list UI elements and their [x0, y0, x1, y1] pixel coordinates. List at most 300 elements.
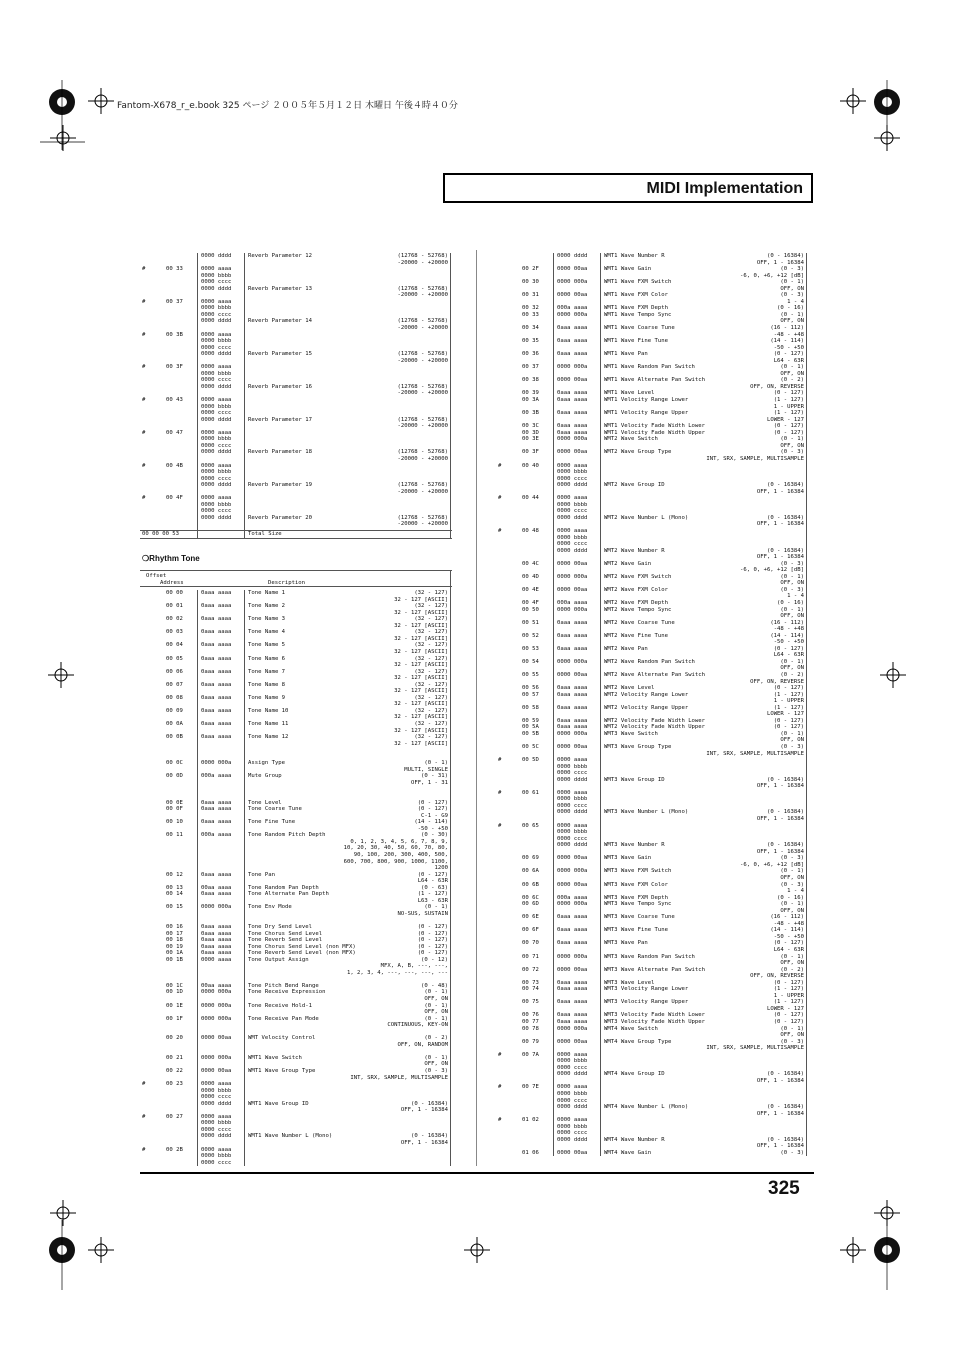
row-value: OFF, 1 - 16384 [756, 1110, 804, 1117]
row-value: OFF, 1 - 16384 [756, 259, 804, 266]
reverb-parameter-table [140, 253, 452, 539]
row-data-bits: 0000 bbbb [557, 501, 588, 508]
row-offset: 00 73 [522, 979, 539, 986]
row-data-bits: 0000 000a [201, 1015, 232, 1022]
row-value: (0 - 2) [424, 1035, 448, 1042]
row-description: WMT3 Velocity Range Lower [604, 986, 689, 993]
row-data-bits: 0000 aaaa [201, 956, 232, 963]
row-value: OFF, ON [780, 874, 804, 881]
row-value: (32 - 127) [414, 616, 448, 623]
row-value: -20000 - +20000 [397, 455, 448, 462]
row-value: (0 - 3) [780, 586, 804, 593]
row-flag: # [498, 527, 502, 534]
row-value: (0 - 3) [780, 449, 804, 456]
row-offset: 00 07 [166, 681, 183, 688]
row-offset: 00 4E [522, 586, 539, 593]
row-value: (0 - 127) [773, 724, 804, 731]
row-offset: 00 61 [522, 789, 539, 796]
row-description: Tone Pitch Bend Range [248, 982, 319, 989]
row-description: WMT3 Wave Fine Tune [604, 927, 668, 934]
row-offset: 00 48 [522, 527, 539, 534]
row-offset: 00 1B [166, 956, 183, 963]
row-value: OFF, 1 - 16384 [756, 848, 804, 855]
row-description: Tone Receive Expression [248, 989, 326, 996]
row-description: Assign Type [248, 760, 286, 767]
row-value: (1 - 127) [417, 891, 448, 898]
row-value: (0 - 3) [780, 855, 804, 862]
row-data-bits: 0000 00aa [557, 1149, 588, 1156]
row-value: (0 - 16384) [410, 1100, 448, 1107]
row-offset: 00 04 [166, 642, 183, 649]
row-data-bits: 0000 aaaa [201, 331, 232, 338]
section-heading-rhythm-tone: ❍Rhythm Tone [142, 554, 200, 563]
row-description: Tone Fine Tune [248, 819, 296, 826]
row-data-bits: 0aaa aaaa [557, 351, 588, 358]
row-description: Tone Alternate Pan Depth [248, 891, 329, 898]
row-offset: 00 6E [522, 914, 539, 921]
row-value: 1200 [434, 865, 448, 872]
row-value: (16 - 112) [770, 325, 804, 332]
row-offset: 00 4F [166, 495, 183, 502]
row-data-bits: 0aaa aaaa [201, 943, 232, 950]
row-flag: # [142, 495, 146, 502]
row-value: (0 - 1) [780, 573, 804, 580]
row-data-bits: 0000 aaaa [557, 527, 588, 534]
row-description: WMT4 Wave Group ID [604, 1071, 665, 1078]
row-value: (12768 - 52768) [397, 514, 448, 521]
row-value: (14 - 114) [770, 927, 804, 934]
row-data-bits: 0000 00aa [557, 1038, 588, 1045]
row-data-bits: 0000 bbbb [201, 1153, 232, 1160]
row-data-bits: 0aaa aaaa [201, 694, 232, 701]
row-value: (0 - 1) [780, 953, 804, 960]
row-description: WMT1 Wave Random Pan Switch [604, 364, 695, 371]
row-description: Tone Name 2 [248, 603, 286, 610]
row-offset: 00 4B [166, 462, 183, 469]
row-data-bits: 0000 dddd [557, 842, 588, 849]
page-number: 325 [768, 1178, 800, 1199]
row-data-bits: 0000 000a [201, 904, 232, 911]
row-value: (0 - 2) [780, 377, 804, 384]
row-value: OFF, ON [780, 613, 804, 620]
row-data-bits: 0000 cccc [557, 1097, 588, 1104]
row-description: Tone Random Pan Depth [248, 884, 319, 891]
row-data-bits: 000a aaaa [557, 894, 588, 901]
row-data-bits: 0000 000a [557, 364, 588, 371]
row-data-bits: 0aaa aaaa [201, 937, 232, 944]
total-size-label: Total Size [248, 530, 282, 537]
row-data-bits: 0000 cccc [201, 311, 232, 318]
row-data-bits: 0000 dddd [201, 416, 232, 423]
row-flag: # [498, 757, 502, 764]
row-value: (0 - 127) [417, 806, 448, 813]
row-data-bits: 0aaa aaaa [201, 930, 232, 937]
row-flag: # [142, 462, 146, 469]
row-data-bits: 0000 dddd [201, 449, 232, 456]
row-offset: 00 38 [522, 377, 539, 384]
row-value: 1 - 4 [787, 888, 804, 895]
row-data-bits: 0000 dddd [557, 253, 588, 259]
row-description: WMT3 Wave Coarse Tune [604, 914, 675, 921]
row-offset: 00 78 [522, 1025, 539, 1032]
table-row [140, 1160, 452, 1167]
row-data-bits: 0000 dddd [201, 253, 232, 259]
row-value: (0 - 1) [424, 1015, 448, 1022]
crosshair-mark [840, 88, 866, 114]
row-description: WMT1 Wave Switch [248, 1054, 302, 1061]
row-value: (0 - 127) [773, 429, 804, 436]
row-data-bits: 0000 aaaa [557, 1084, 588, 1091]
row-data-bits: 0aaa aaaa [201, 923, 232, 930]
row-offset: 00 21 [166, 1054, 183, 1061]
row-offset: 00 37 [522, 364, 539, 371]
row-value: -6, 0, +6, +12 [dB] [740, 861, 804, 868]
row-offset: 00 00 [166, 590, 183, 597]
crosshair-mark [880, 662, 906, 688]
row-data-bits: 0aaa aaaa [557, 619, 588, 626]
row-value: OFF, ON, RANDOM [397, 1041, 448, 1048]
row-description: WMT4 Wave Group Type [604, 1038, 672, 1045]
row-value: (12768 - 52768) [397, 351, 448, 358]
row-description: WMT2 Wave Tempo Sync [604, 606, 672, 613]
row-value: OFF, ON [780, 665, 804, 672]
row-value: (0 - 16384) [766, 1136, 804, 1143]
row-value: 32 - 127 [ASCII] [394, 740, 448, 747]
row-description: Tone Receive Pan Mode [248, 1015, 319, 1022]
row-data-bits: 0000 00aa [557, 449, 588, 456]
row-description: WMT3 Wave Number R [604, 842, 665, 849]
row-offset: 00 6A [522, 868, 539, 875]
row-flag: # [142, 364, 146, 371]
row-value: (0 - 127) [773, 1012, 804, 1019]
row-data-bits: 000a aaaa [557, 305, 588, 312]
row-value: (0 - 1) [780, 1025, 804, 1032]
row-value: (0 - 31) [421, 773, 448, 780]
row-offset: 00 75 [522, 999, 539, 1006]
row-offset: 00 58 [522, 704, 539, 711]
row-description: WMT1 Wave FXM Switch [604, 279, 672, 286]
row-offset: 00 0C [166, 760, 183, 767]
row-data-bits: 0aaa aaaa [557, 390, 588, 397]
address-label: Address [160, 579, 184, 586]
row-description: Tone Name 11 [248, 721, 289, 728]
offset-label: Offset [146, 573, 167, 579]
row-description: WMT3 Wave FXM Color [604, 881, 668, 888]
row-data-bits: 0000 000a [201, 1054, 232, 1061]
row-value: 32 - 127 [ASCII] [394, 649, 448, 656]
row-data-bits: 0000 cccc [201, 475, 232, 482]
row-data-bits: 0aaa aaaa [557, 423, 588, 430]
row-value: (0 - 127) [773, 717, 804, 724]
row-value: -6, 0, +6, +12 [dB] [740, 272, 804, 279]
row-offset: 00 52 [522, 632, 539, 639]
row-value: (0 - 127) [773, 1018, 804, 1025]
row-value: (0 - 16384) [766, 1104, 804, 1111]
row-offset: 00 30 [522, 279, 539, 286]
table-row [496, 1150, 808, 1157]
row-value: (0 - 127) [773, 940, 804, 947]
row-description: Tone Name 7 [248, 668, 286, 675]
row-description: WMT2 Wave Number L (Mono) [604, 514, 689, 521]
row-value: OFF, 1 - 16384 [756, 783, 804, 790]
row-data-bits: 0000 aaaa [557, 1117, 588, 1124]
row-data-bits: 0000 cccc [557, 802, 588, 809]
row-value: (16 - 112) [770, 914, 804, 921]
row-description: WMT2 Velocity Fade Width Lower [604, 717, 706, 724]
row-value: (0 - 12) [421, 956, 448, 963]
row-data-bits: 0aaa aaaa [201, 799, 232, 806]
row-value: 1 - 4 [787, 298, 804, 305]
row-value: OFF, 1 - 16384 [756, 816, 804, 823]
row-description: Mute Group [248, 773, 282, 780]
row-data-bits: 0000 cccc [557, 835, 588, 842]
row-flag: # [498, 462, 502, 469]
row-value: 90, 100, 200, 300, 400, 500, [353, 851, 448, 858]
row-data-bits: 0000 aaaa [557, 462, 588, 469]
row-value: 1, 2, 3, 4, ---, ---, ---, --- [346, 969, 448, 976]
row-offset: 00 05 [166, 655, 183, 662]
row-description: WMT1 Wave Group Type [248, 1068, 316, 1075]
row-offset: 00 14 [166, 891, 183, 898]
row-description: WMT3 Wave Random Pan Switch [604, 953, 695, 960]
row-value: 32 - 127 [ASCII] [394, 635, 448, 642]
row-value: (12768 - 52768) [397, 383, 448, 390]
row-description: Tone Name 4 [248, 629, 286, 636]
row-value: LOWER - 127 [766, 711, 804, 718]
row-value: (1 - 127) [773, 704, 804, 711]
row-data-bits: 0000 000a [201, 989, 232, 996]
row-value: L64 - 63R [773, 357, 804, 364]
row-value: (0 - 127) [417, 937, 448, 944]
row-description: WMT1 Velocity Fade Width Lower [604, 423, 706, 430]
row-description: Tone Name 1 [248, 590, 286, 597]
row-description: WMT2 Velocity Fade Width Upper [604, 724, 706, 731]
row-data-bits: 0000 000a [201, 1002, 232, 1009]
row-offset: 00 70 [522, 940, 539, 947]
registration-mark-bottom-right [860, 1220, 920, 1290]
row-description: WMT1 Wave Level [604, 390, 655, 397]
row-value: 32 - 127 [ASCII] [394, 662, 448, 669]
row-data-bits: 0000 bbbb [557, 796, 588, 803]
row-description: Tone Pan [248, 871, 275, 878]
row-description: Tone Name 6 [248, 655, 286, 662]
row-offset: 00 72 [522, 966, 539, 973]
row-data-bits: 0000 aaaa [201, 1113, 232, 1120]
row-value: INT, SRX, SAMPLE, MULTISAMPLE [706, 455, 804, 462]
row-offset: 00 51 [522, 619, 539, 626]
row-value: (0 - 1) [780, 436, 804, 443]
row-value: (0 - 1) [424, 1002, 448, 1009]
row-value: (0 - 16384) [410, 1133, 448, 1140]
row-value: OFF, 1 - 16384 [756, 488, 804, 495]
row-value: (0 - 127) [417, 950, 448, 957]
row-data-bits: 0000 bbbb [201, 501, 232, 508]
row-value: (0 - 16384) [766, 1071, 804, 1078]
row-data-bits: 0aaa aaaa [557, 325, 588, 332]
row-data-bits: 0aaa aaaa [201, 819, 232, 826]
row-data-bits: 0000 00aa [557, 560, 588, 567]
row-flag: # [142, 331, 146, 338]
row-value: -20000 - +20000 [397, 521, 448, 528]
row-value: 32 - 127 [ASCII] [394, 622, 448, 629]
row-value: (12768 - 52768) [397, 318, 448, 325]
row-value: (0 - 30) [421, 832, 448, 839]
row-description: Tone Env Mode [248, 904, 292, 911]
row-value: (0 - 1) [780, 868, 804, 875]
row-data-bits: 0000 000a [557, 953, 588, 960]
row-description: Reverb Parameter 12 [248, 253, 312, 259]
row-value: (0 - 1) [780, 364, 804, 371]
row-data-bits: 0aaa aaaa [557, 940, 588, 947]
row-offset: 01 06 [522, 1149, 539, 1156]
row-data-bits: 0000 000a [557, 436, 588, 443]
row-description: WMT4 Wave Number L (Mono) [604, 1104, 689, 1111]
row-offset: 00 4D [522, 573, 539, 580]
row-data-bits: 0aaa aaaa [557, 717, 588, 724]
row-offset: 00 3B [522, 410, 539, 417]
row-value: -48 - +48 [773, 331, 804, 338]
row-offset: 00 03 [166, 629, 183, 636]
row-description: WMT3 Wave Level [604, 979, 655, 986]
row-offset: 00 1F [166, 1015, 183, 1022]
row-flag: # [498, 1117, 502, 1124]
row-description: Reverb Parameter 14 [248, 318, 312, 325]
row-value: (0 - 16) [777, 894, 804, 901]
row-value: -50 - +50 [417, 825, 448, 832]
row-value: OFF, ON, REVERSE [750, 973, 804, 980]
row-description: WMT2 Wave Level [604, 685, 655, 692]
row-data-bits: 0000 aaaa [201, 462, 232, 469]
row-data-bits: 0000 bbbb [201, 403, 232, 410]
row-data-bits: 0000 000a [557, 573, 588, 580]
row-description: Reverb Parameter 19 [248, 482, 312, 489]
row-value: -50 - +50 [773, 344, 804, 351]
row-data-bits: 0000 cccc [557, 1130, 588, 1137]
row-data-bits: 0000 cccc [557, 508, 588, 515]
chapter-title-box [443, 173, 813, 203]
row-offset: 00 02 [166, 616, 183, 623]
row-offset: 00 3E [522, 436, 539, 443]
row-value: OFF, ON [780, 1032, 804, 1039]
row-offset: 00 3F [166, 364, 183, 371]
row-data-bits: 0000 dddd [201, 285, 232, 292]
row-value: OFF, ON [780, 285, 804, 292]
row-offset: 00 35 [522, 338, 539, 345]
row-data-bits: 0000 bbbb [201, 338, 232, 345]
row-data-bits: 0000 bbbb [201, 436, 232, 443]
row-data-bits: 0000 aaaa [201, 397, 232, 404]
row-value: OFF, ON, REVERSE [750, 678, 804, 685]
row-value: (32 - 127) [414, 734, 448, 741]
row-offset: 00 79 [522, 1038, 539, 1045]
row-data-bits: 0000 bbbb [557, 469, 588, 476]
row-value: OFF, ON, REVERSE [750, 383, 804, 390]
row-data-bits: 0000 cccc [201, 279, 232, 286]
row-value: OFF, 1 - 16384 [756, 1077, 804, 1084]
row-data-bits: 0aaa aaaa [557, 1012, 588, 1019]
row-data-bits: 0000 bbbb [201, 272, 232, 279]
row-value: INT, SRX, SAMPLE, MULTISAMPLE [350, 1074, 448, 1081]
row-data-bits: 0000 aaaa [201, 1146, 232, 1153]
row-description: WMT2 Wave Coarse Tune [604, 619, 675, 626]
row-data-bits: 0000 bbbb [557, 1091, 588, 1097]
row-value: (32 - 127) [414, 590, 448, 597]
row-data-bits: 0000 dddd [201, 1100, 232, 1107]
row-data-bits: 0aaa aaaa [557, 724, 588, 731]
row-description: WMT1 Wave Fine Tune [604, 338, 668, 345]
row-data-bits: 0000 dddd [557, 1136, 588, 1143]
row-description: Tone Name 9 [248, 694, 286, 701]
row-offset: 00 18 [166, 937, 183, 944]
row-data-bits: 0000 00aa [557, 672, 588, 678]
row-offset: 00 37 [166, 298, 183, 305]
row-value: (0 - 3) [780, 881, 804, 888]
row-offset: 00 56 [522, 685, 539, 692]
crosshair-mark [50, 125, 76, 151]
row-description: Tone Name 8 [248, 681, 286, 688]
row-description: Tone Name 12 [248, 734, 289, 741]
row-data-bits: 0000 00aa [557, 966, 588, 973]
row-description: WMT1 Wave Pan [604, 351, 648, 358]
row-data-bits: 0aaa aaaa [201, 655, 232, 662]
row-data-bits: 0aaa aaaa [201, 721, 232, 728]
row-value: OFF, ON [424, 1009, 448, 1016]
row-value: OFF, ON [780, 960, 804, 967]
row-description: WMT1 Wave FXM Depth [604, 305, 668, 312]
row-data-bits: 0000 00aa [557, 377, 588, 384]
row-value: 1 - UPPER [773, 698, 804, 705]
row-description: WMT3 Wave Group ID [604, 776, 665, 783]
row-data-bits: 0000 dddd [201, 318, 232, 325]
row-offset: 00 4C [522, 560, 539, 567]
row-value: (32 - 127) [414, 721, 448, 728]
chapter-title: MIDI Implementation [646, 180, 803, 197]
row-description: WMT2 Wave FXM Switch [604, 573, 672, 580]
row-data-bits: 0000 000a [557, 868, 588, 875]
row-value: (32 - 127) [414, 603, 448, 610]
row-data-bits: 00aa aaaa [201, 884, 232, 891]
row-value: (0 - 127) [773, 979, 804, 986]
row-value: (0 - 16384) [766, 482, 804, 489]
row-value: MULTI, SINGLE [404, 766, 448, 773]
row-data-bits: 0000 00aa [201, 1068, 232, 1075]
row-value: (32 - 127) [414, 668, 448, 675]
row-value: -6, 0, +6, +12 [dB] [740, 567, 804, 574]
row-data-bits: 0000 dddd [557, 547, 588, 554]
row-data-bits: 0000 000a [557, 658, 588, 665]
row-data-bits: 0000 cccc [201, 410, 232, 417]
row-offset: 00 2F [522, 266, 539, 273]
row-description: WMT1 Wave Group ID [248, 1100, 309, 1107]
row-offset: 00 6F [522, 927, 539, 934]
row-data-bits: 0aaa aaaa [201, 616, 232, 623]
row-offset: 00 77 [522, 1018, 539, 1025]
row-offset: 00 0B [166, 734, 183, 741]
row-value: (0 - 3) [780, 744, 804, 751]
row-offset: 00 47 [166, 429, 183, 436]
row-data-bits: 0000 dddd [201, 1133, 232, 1140]
row-data-bits: 0000 cccc [201, 1126, 232, 1133]
row-value: -20000 - +20000 [397, 488, 448, 495]
row-offset: 00 5C [522, 744, 539, 751]
row-value: 32 - 127 [ASCII] [394, 609, 448, 616]
wmt-parameter-table [496, 253, 808, 1156]
row-offset: 00 5B [522, 730, 539, 737]
row-data-bits: 0000 aaaa [557, 789, 588, 796]
row-offset: 00 5D [522, 757, 539, 764]
row-description: Reverb Parameter 13 [248, 285, 312, 292]
row-description: Tone Reverb Send Level (non MFX) [248, 950, 356, 957]
